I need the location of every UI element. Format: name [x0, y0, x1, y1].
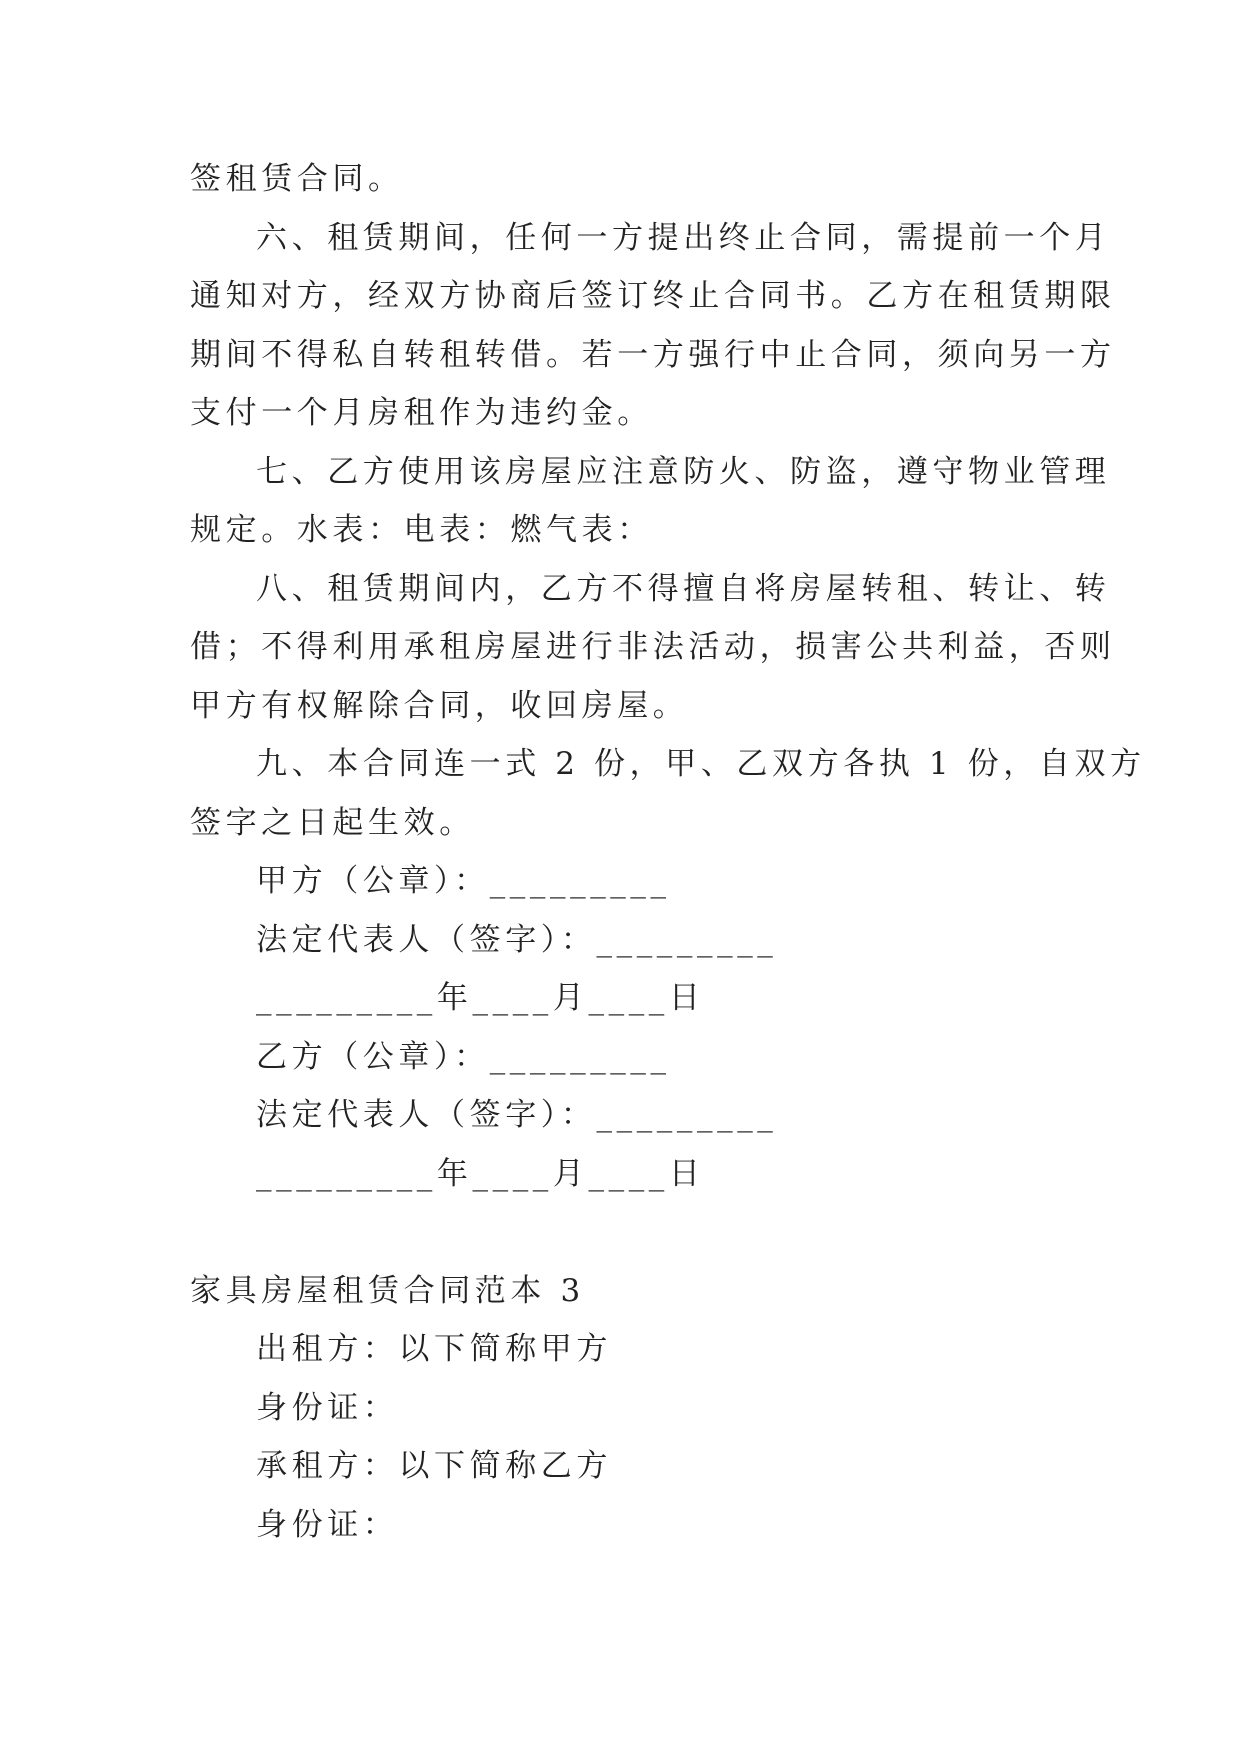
paragraph-line: 六、租赁期间，任何一方提出终止合同，需提前一个月 — [256, 219, 1111, 256]
lessee-line: 承租方：以下简称乙方 — [256, 1448, 612, 1484]
lessor-line: 出租方：以下简称甲方 — [256, 1331, 612, 1367]
party-b-seal-field: 乙方（公章）：_________ — [256, 1038, 671, 1075]
paragraph-line: 七、乙方使用该房屋应注意防火、防盗，遵守物业管理 — [256, 453, 1111, 490]
paragraph-line: 期间不得私自转租转借。若一方强行中止合同，须向另一方 — [190, 336, 1116, 373]
party-b-date-field: _________年____月____日 — [256, 1155, 705, 1192]
paragraph-line: 借；不得利用承租房屋进行非法活动，损害公共利益，否则 — [190, 629, 1116, 665]
paragraph-line: 签租赁合同。 — [190, 161, 404, 197]
document-page — [190, 150, 1146, 1554]
lessor-id-line: 身份证： — [256, 1389, 399, 1426]
party-a-seal-field: 甲方（公章）：_________ — [256, 863, 671, 899]
blank-line — [190, 1203, 1050, 1262]
paragraph-line: 规定。水表：电表：燃气表： — [190, 512, 653, 548]
lessee-id-line: 身份证： — [256, 1506, 399, 1543]
paragraph-line: 甲方有权解除合同，收回房屋。 — [190, 687, 689, 724]
paragraph-line: 签字之日起生效。 — [190, 804, 475, 841]
party-a-representative-field: 法定代表人（签字）：_________ — [256, 921, 778, 958]
paragraph-line: 八、租赁期间内，乙方不得擅自将房屋转租、转让、转 — [256, 570, 1111, 607]
paragraph-line: 九、本合同连一式 2 份，甲、乙双方各执 1 份，自双方 — [256, 746, 1146, 782]
section-title: 家具房屋租赁合同范本 3 — [190, 1272, 585, 1309]
paragraph-line: 通知对方，经双方协商后签订终止合同书。乙方在租赁期限 — [190, 278, 1116, 314]
paragraph-line: 支付一个月房租作为违约金。 — [190, 395, 653, 431]
party-a-date-field: _________年____月____日 — [256, 980, 705, 1016]
party-b-representative-field: 法定代表人（签字）：_________ — [256, 1097, 778, 1133]
